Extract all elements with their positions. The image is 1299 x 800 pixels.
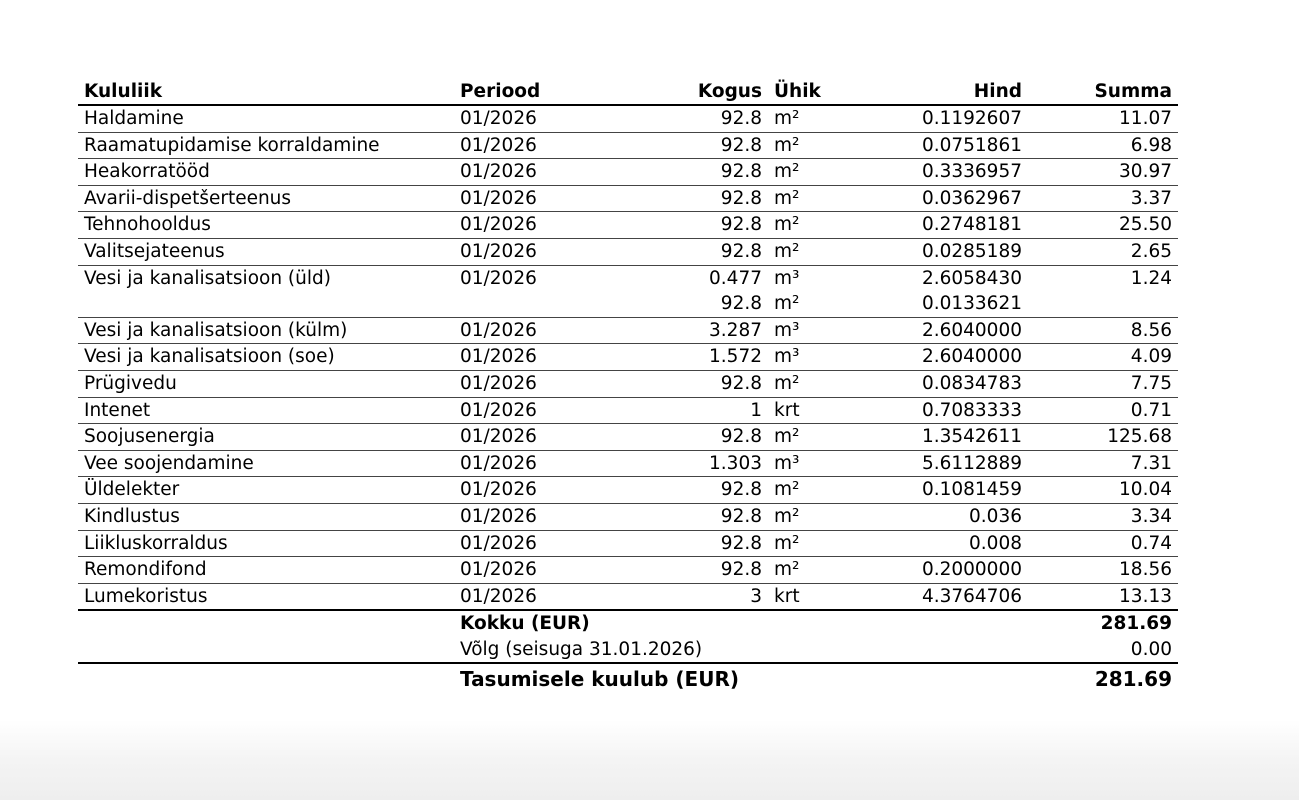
unit-cell: m²	[768, 212, 828, 239]
sum-cell: 13.13	[1028, 583, 1178, 610]
unit-cell: krt	[768, 583, 828, 610]
unit-cell: m²	[768, 159, 828, 186]
table-row	[78, 557, 1178, 584]
cost-type-cell: Haldamine	[78, 105, 454, 132]
price-cell: 0.3336957	[828, 159, 1028, 186]
price-cell: 5.6112889	[828, 450, 1028, 477]
quantity-cell: 92.8	[610, 530, 768, 557]
cost-type-cell: Kindlustus	[78, 503, 454, 530]
price-cell: 0.008	[828, 530, 1028, 557]
payable-value: 281.69	[1094, 667, 1172, 692]
period-cell: 01/2026	[454, 212, 610, 239]
table-row	[78, 450, 1178, 477]
table-header	[78, 80, 1178, 105]
price-cell: 2.6040000	[828, 344, 1028, 371]
header-unit: Ühik	[768, 80, 828, 105]
cost-type-cell: Valitsejateenus	[78, 238, 454, 265]
period-cell: 01/2026	[454, 105, 610, 132]
unit-cell: m²	[768, 477, 828, 504]
sum-cell: 10.04	[1028, 477, 1178, 504]
period-cell	[454, 291, 610, 317]
quantity-cell: 92.8	[610, 132, 768, 159]
invoice-document	[78, 80, 1178, 694]
quantity-cell: 92.8	[610, 105, 768, 132]
cost-type-cell: Vee soojendamine	[78, 450, 454, 477]
sum-cell: 11.07	[1028, 105, 1178, 132]
total-label: Kokku (EUR)	[460, 613, 590, 635]
period-cell: 01/2026	[454, 185, 610, 212]
quantity-cell: 1.572	[610, 344, 768, 371]
cost-type-cell: Tehnohooldus	[78, 212, 454, 239]
cost-type-cell: Raamatupidamise korraldamine	[78, 132, 454, 159]
price-cell: 0.0751861	[828, 132, 1028, 159]
price-cell: 1.3542611	[828, 424, 1028, 451]
sum-cell: 125.68	[1028, 424, 1178, 451]
quantity-cell: 1	[610, 397, 768, 424]
sum-cell: 30.97	[1028, 159, 1178, 186]
cost-type-cell: Vesi ja kanalisatsioon (soe)	[78, 344, 454, 371]
unit-cell: m³	[768, 317, 828, 344]
quantity-cell: 92.8	[610, 557, 768, 584]
unit-cell: m²	[768, 557, 828, 584]
quantity-cell: 92.8	[610, 477, 768, 504]
sum-cell: 2.65	[1028, 238, 1178, 265]
unit-cell: m³	[774, 267, 800, 289]
debt-value: 0.00	[1028, 637, 1178, 664]
unit-cell: m²	[768, 424, 828, 451]
unit-cell: m²	[768, 530, 828, 557]
price-cell: 0.0285189	[828, 238, 1028, 265]
table-row	[78, 159, 1178, 186]
table-row	[78, 370, 1178, 397]
table-row	[78, 397, 1178, 424]
price-cell: 2.6040000	[828, 317, 1028, 344]
table-row	[78, 185, 1178, 212]
table-row	[78, 583, 1178, 610]
table-row	[78, 477, 1178, 504]
total-value: 281.69	[1100, 613, 1172, 635]
unit-cell: m²	[768, 105, 828, 132]
quantity-cell: 92.8	[610, 159, 768, 186]
header-quantity: Kogus	[610, 80, 768, 105]
cost-type-cell: Avarii-dispetšerteenus	[78, 185, 454, 212]
cost-type-cell: Vesi ja kanalisatsioon (külm)	[78, 317, 454, 344]
cost-type-cell: Remondifond	[78, 557, 454, 584]
unit-cell: m²	[768, 370, 828, 397]
table-row-continuation	[78, 291, 1178, 317]
payable-row	[78, 663, 1178, 694]
quantity-cell: 92.8	[610, 291, 768, 317]
table-row	[78, 105, 1178, 132]
sum-cell: 7.31	[1028, 450, 1178, 477]
quantity-cell: 92.8	[610, 503, 768, 530]
price-cell: 0.0362967	[828, 185, 1028, 212]
cost-type-cell: Prügivedu	[78, 370, 454, 397]
quantity-cell: 0.477	[709, 267, 762, 289]
total-row	[78, 610, 1178, 637]
quantity-cell: 92.8	[610, 370, 768, 397]
table-row	[78, 132, 1178, 159]
table-row	[78, 530, 1178, 557]
totals-section	[78, 610, 1178, 694]
header-period: Periood	[454, 80, 610, 105]
period-cell: 01/2026	[454, 370, 610, 397]
cost-type-cell: Intenet	[78, 397, 454, 424]
cost-type-cell: Liikluskorraldus	[78, 530, 454, 557]
sum-cell: 0.71	[1028, 397, 1178, 424]
period-cell: 01/2026	[454, 344, 610, 371]
period-cell: 01/2026	[454, 397, 610, 424]
sum-cell: 25.50	[1028, 212, 1178, 239]
period-cell: 01/2026	[454, 450, 610, 477]
debt-label: Võlg (seisuga 31.01.2026)	[454, 637, 1028, 664]
sum-cell	[1028, 291, 1178, 317]
period-cell: 01/2026	[454, 477, 610, 504]
unit-cell: m²	[768, 132, 828, 159]
sum-cell: 6.98	[1028, 132, 1178, 159]
quantity-cell: 92.8	[610, 238, 768, 265]
unit-cell: m²	[768, 503, 828, 530]
period-cell: 01/2026	[454, 557, 610, 584]
table-row	[78, 344, 1178, 371]
table-body	[78, 105, 1178, 610]
table-row	[78, 424, 1178, 451]
price-cell: 0.7083333	[828, 397, 1028, 424]
period-cell: 01/2026	[454, 317, 610, 344]
period-cell: 01/2026	[454, 424, 610, 451]
unit-cell: m³	[768, 344, 828, 371]
period-cell: 01/2026	[454, 132, 610, 159]
sum-cell: 0.74	[1028, 530, 1178, 557]
unit-cell: m²	[768, 185, 828, 212]
price-cell: 0.0133621	[828, 291, 1028, 317]
quantity-cell: 3.287	[610, 317, 768, 344]
cost-type-cell: Lumekoristus	[78, 583, 454, 610]
table-row	[78, 265, 1178, 291]
quantity-cell: 92.8	[610, 424, 768, 451]
debt-row	[78, 637, 1178, 664]
sum-cell: 18.56	[1028, 557, 1178, 584]
sum-cell: 1.24	[1130, 267, 1172, 289]
table-row	[78, 503, 1178, 530]
price-cell: 0.036	[828, 503, 1028, 530]
cost-type-cell: Üldelekter	[78, 477, 454, 504]
price-cell: 4.3764706	[828, 583, 1028, 610]
sum-cell: 7.75	[1028, 370, 1178, 397]
sum-cell: 3.34	[1028, 503, 1178, 530]
cost-table	[78, 80, 1178, 694]
period-cell: 01/2026	[454, 238, 610, 265]
period-cell: 01/2026	[460, 267, 537, 289]
sum-cell: 4.09	[1028, 344, 1178, 371]
quantity-cell: 1.303	[610, 450, 768, 477]
header-price: Hind	[828, 80, 1028, 105]
table-row	[78, 317, 1178, 344]
header-sum: Summa	[1028, 80, 1178, 105]
sum-cell: 3.37	[1028, 185, 1178, 212]
period-cell: 01/2026	[454, 503, 610, 530]
unit-cell: m³	[768, 450, 828, 477]
cost-type-cell: Heakorratööd	[78, 159, 454, 186]
unit-cell: m²	[768, 238, 828, 265]
price-cell: 0.1192607	[828, 105, 1028, 132]
cost-type-cell: Soojusenergia	[78, 424, 454, 451]
price-cell: 0.1081459	[828, 477, 1028, 504]
header-cost-type: Kululiik	[78, 80, 454, 105]
period-cell: 01/2026	[454, 530, 610, 557]
unit-cell: m²	[768, 291, 828, 317]
payable-label: Tasumisele kuulub (EUR)	[460, 667, 739, 692]
table-row	[78, 212, 1178, 239]
quantity-cell: 92.8	[610, 212, 768, 239]
quantity-cell: 3	[610, 583, 768, 610]
period-cell: 01/2026	[454, 583, 610, 610]
price-cell: 0.2748181	[828, 212, 1028, 239]
period-cell: 01/2026	[454, 159, 610, 186]
price-cell: 0.0834783	[828, 370, 1028, 397]
sum-cell: 8.56	[1028, 317, 1178, 344]
unit-cell: krt	[768, 397, 828, 424]
cost-type-cell: Vesi ja kanalisatsioon (üld)	[84, 267, 331, 289]
cost-type-cell	[78, 291, 454, 317]
price-cell: 0.2000000	[828, 557, 1028, 584]
price-cell: 2.6058430	[921, 267, 1022, 289]
table-row	[78, 238, 1178, 265]
quantity-cell: 92.8	[610, 185, 768, 212]
